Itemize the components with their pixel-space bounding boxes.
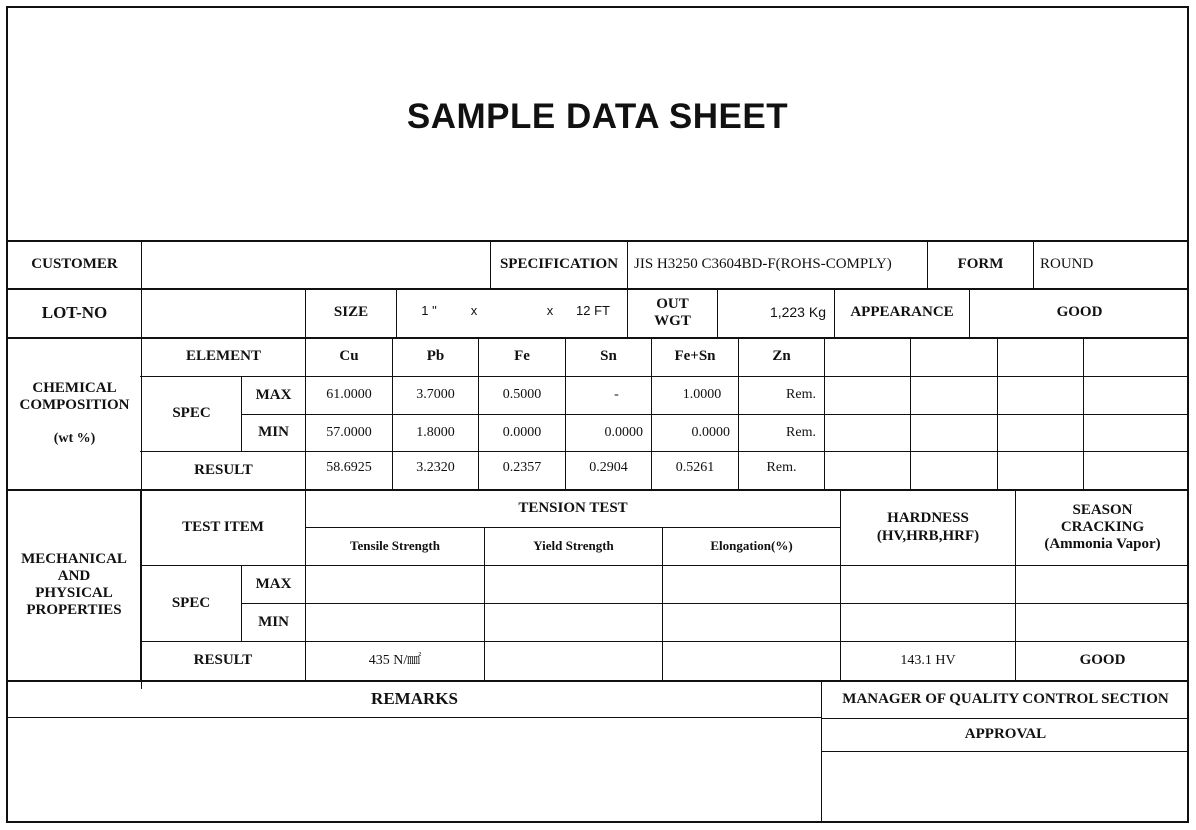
mechanical-section-label (8, 490, 140, 680)
divider (1083, 337, 1084, 489)
element-header: Fe (514, 348, 530, 365)
out-wgt-label-line1: OUT (656, 295, 689, 312)
chem-result-value: Rem. (766, 460, 797, 476)
chemical-section-label (8, 338, 141, 489)
approval-signature-area (822, 752, 1189, 823)
customer-label: CUSTOMER (31, 255, 118, 272)
element-header: Zn (772, 348, 791, 365)
hardness-header-line1: HARDNESS (887, 510, 969, 527)
specification-value: JIS H3250 C3604BD-F(ROHS-COMPLY) (634, 255, 892, 272)
divider (910, 337, 911, 489)
chem-max-value: - (614, 387, 619, 403)
season-header-line2: CRACKING (1060, 518, 1145, 535)
chem-result-value: 0.2357 (502, 460, 542, 476)
size-label: SIZE (333, 304, 369, 321)
element-header: Fe+Sn (674, 348, 716, 365)
yield-strength-header: Yield Strength (533, 538, 614, 554)
mechanical-label-line1: MECHANICAL (21, 550, 127, 567)
mech-min-label: MIN (258, 613, 289, 630)
tension-test-label: TENSION TEST (518, 499, 628, 516)
elongation-header: Elongation(%) (710, 538, 793, 554)
season-header-line1: SEASON (1072, 501, 1133, 518)
mechanical-label-line4: PROPERTIES (26, 602, 122, 619)
season-header-line3: (Ammonia Vapor) (1044, 536, 1161, 553)
chem-spec-label: SPEC (172, 405, 211, 422)
chem-max-value: 1.0000 (682, 387, 722, 403)
chem-min-value: Rem. (786, 424, 816, 440)
size-x2: x (546, 302, 554, 318)
approval-label: APPROVAL (964, 726, 1047, 743)
chem-min-value: 0.0000 (604, 424, 643, 440)
chem-result-value: 0.5261 (675, 460, 715, 476)
chem-result-value: 58.6925 (326, 460, 372, 476)
form-value: ROUND (1040, 255, 1094, 272)
hardness-header (841, 490, 1015, 565)
chem-min-value: 1.8000 (416, 424, 455, 440)
out-wgt-label-line2: WGT (654, 313, 691, 329)
chem-min-value: 57.0000 (326, 424, 372, 440)
mechanical-label-line3: PHYSICAL (35, 585, 113, 601)
chem-result-value: 0.2904 (589, 460, 628, 476)
chem-max-value: 3.7000 (416, 387, 455, 403)
sheet-title: SAMPLE DATA SHEET (406, 97, 789, 136)
hardness-header-line2: (HV,HRB,HRF) (876, 527, 980, 544)
season-cracking-result: GOOD (1079, 652, 1126, 669)
chemical-label-unit: (wt %) (53, 430, 96, 446)
manager-qc-label: MANAGER OF QUALITY CONTROL SECTION (842, 690, 1169, 707)
chem-min-value: 0.0000 (691, 424, 730, 440)
mechanical-label-line2: AND (57, 567, 91, 584)
remarks-area (8, 718, 821, 823)
tensile-strength-header: Tensile Strength (350, 538, 440, 554)
chem-result-label: RESULT (194, 461, 253, 478)
customer-value (142, 241, 490, 288)
remarks-label: REMARKS (371, 689, 458, 709)
element-label: ELEMENT (185, 348, 261, 365)
element-header: Pb (426, 348, 445, 365)
form-label: FORM (957, 255, 1004, 272)
size-x1: x (470, 302, 478, 318)
chem-min-label: MIN (258, 424, 289, 441)
hardness-result: 143.1 HV (900, 652, 956, 668)
size-dim1: 1 " (421, 302, 437, 318)
divider (241, 603, 1189, 604)
element-header: Sn (600, 348, 617, 365)
chem-max-value: 0.5000 (502, 387, 542, 403)
out-wgt-value: 1,223 Kg (769, 303, 826, 320)
tensile-result: 435 N/㎟ (368, 652, 422, 668)
mech-spec-label: SPEC (171, 594, 211, 611)
appearance-label: APPEARANCE (850, 304, 954, 321)
chemical-label-line1: CHEMICAL (32, 380, 117, 397)
chem-max-value: 61.0000 (326, 387, 372, 403)
size-dim3: 12 FT (576, 302, 610, 318)
yield-result (485, 642, 662, 680)
divider (396, 288, 397, 337)
chem-max-label: MAX (255, 386, 292, 403)
divider (824, 337, 825, 489)
mech-result-label: RESULT (193, 652, 253, 669)
lot-no-label: LOT-NO (41, 303, 108, 323)
mech-max-label: MAX (255, 575, 292, 592)
lot-no-value (142, 289, 305, 337)
chem-max-value: Rem. (786, 387, 816, 403)
chemical-label-line2: COMPOSITION (19, 397, 130, 414)
chem-result-value: 3.2320 (416, 460, 455, 476)
specification-label: SPECIFICATION (499, 255, 619, 272)
divider (997, 337, 998, 489)
chem-min-value: 0.0000 (502, 424, 542, 440)
test-item-label: TEST ITEM (182, 518, 264, 535)
out-wgt-label (628, 289, 717, 337)
elongation-result (663, 642, 840, 680)
element-header: Cu (339, 348, 359, 365)
season-cracking-header (1016, 490, 1189, 565)
appearance-value: GOOD (1056, 304, 1103, 321)
